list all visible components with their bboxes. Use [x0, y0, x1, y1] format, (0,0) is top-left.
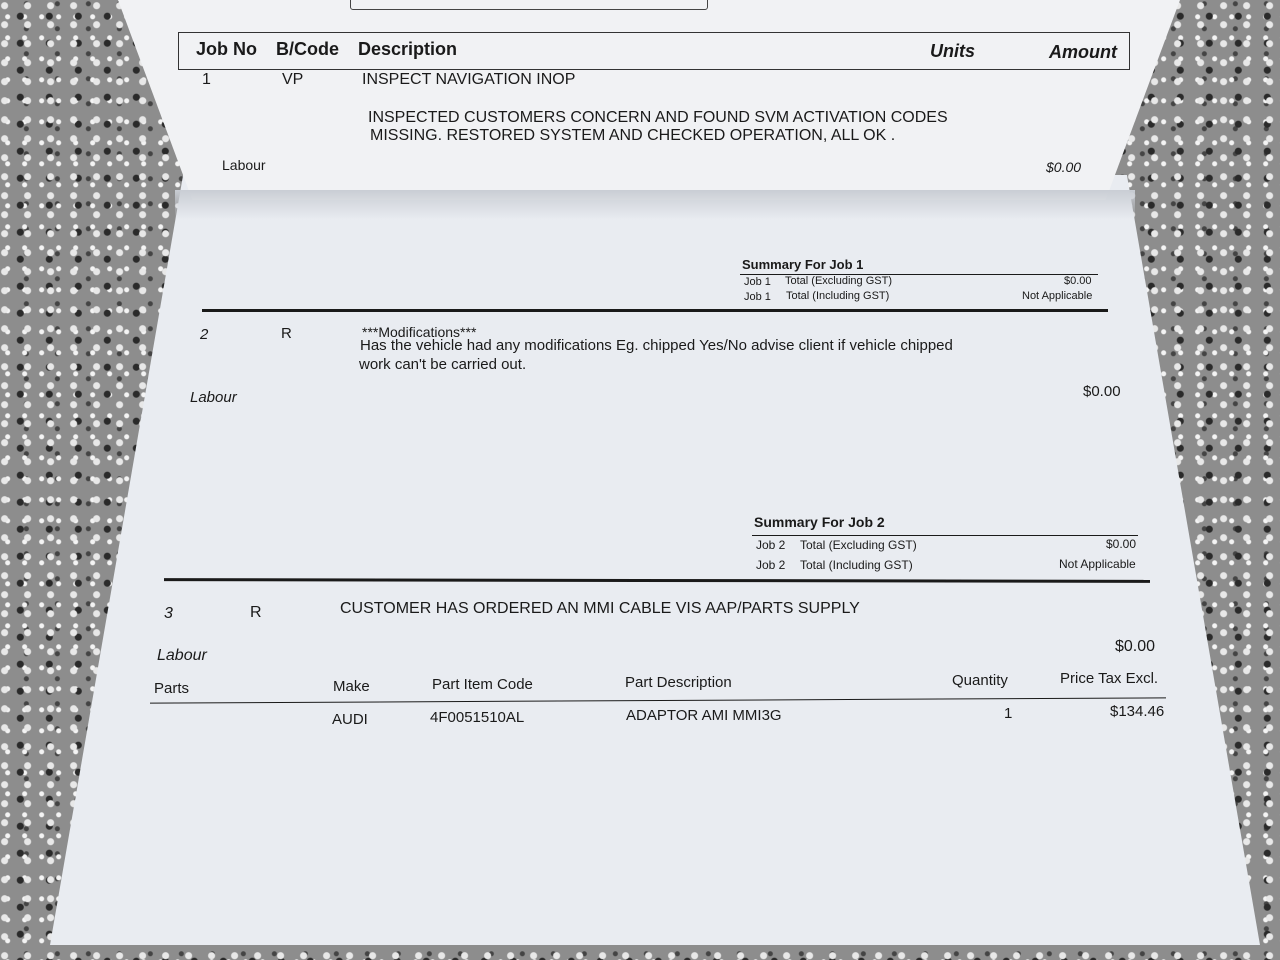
job2-number: 2 [200, 326, 209, 343]
header-units: Units [930, 41, 975, 61]
job2-summary-row2-value: Not Applicable [1059, 557, 1136, 571]
parts-header-qty: Quantity [952, 672, 1008, 689]
job2-bcode: R [281, 325, 292, 342]
job1-summary-row2-value: Not Applicable [1022, 290, 1093, 302]
job3-bcode: R [250, 604, 262, 621]
job2-labour-label: Labour [190, 389, 237, 406]
parts-header-code: Part Item Code [432, 676, 533, 693]
job3-labour-amount: $0.00 [1115, 638, 1156, 655]
header-bcode: B/Code [276, 39, 339, 59]
job1-note-line2: MISSING. RESTORED SYSTEM AND CHECKED OPERATION, ALL OK . [370, 127, 896, 144]
part-code: 4F0051510AL [430, 709, 525, 726]
job1-bcode: VP [282, 71, 304, 88]
job3-title: CUSTOMER HAS ORDERED AN MMI CABLE VIS AAP/PARTS SUPPLY [340, 600, 860, 617]
parts-header-price: Price Tax Excl. [1060, 670, 1159, 687]
top-field-box [350, 0, 708, 10]
job1-labour-amount: $0.00 [1046, 159, 1082, 175]
job2-labour-amount: $0.00 [1083, 383, 1121, 400]
job1-note-line1: INSPECTED CUSTOMERS CONCERN AND FOUND SVM ACTIVATION CODES [368, 109, 948, 126]
job2-desc-line2: work can't be carried out. [359, 356, 527, 373]
job2-title: ***Modifications*** [362, 324, 477, 340]
part-quantity: 1 [1004, 705, 1013, 722]
header-amount: Amount [1049, 42, 1117, 62]
job2-summary-row1-label: Total (Excluding GST) [800, 538, 917, 552]
job1-summary-row1-job: Job 1 [744, 276, 771, 288]
job1-summary-row1-label: Total (Excluding GST) [785, 275, 892, 287]
job2-summary-row2-label: Total (Including GST) [800, 558, 913, 572]
part-price: $134.46 [1110, 703, 1165, 720]
job1-summary-row2-label: Total (Including GST) [786, 290, 890, 302]
job1-title: INSPECT NAVIGATION INOP [362, 71, 576, 88]
header-job-no: Job No [196, 39, 257, 59]
paper-upper-page [118, 0, 1180, 200]
job2-summary-row2-job: Job 2 [756, 558, 786, 572]
job2-desc-line1: Has the vehicle had any modifications Eg. chipped Yes/No advise client if vehicle chipped [360, 337, 953, 354]
job2-summary-row1-value: $0.00 [1106, 537, 1137, 551]
paper-fold-shadow [175, 190, 1135, 220]
parts-header-desc: Part Description [625, 674, 732, 691]
part-description: ADAPTOR AMI MMI3G [626, 707, 782, 724]
parts-header-make: Make [333, 678, 370, 695]
job1-summary-row1-value: $0.00 [1064, 275, 1092, 287]
job3-labour-label: Labour [157, 647, 207, 664]
job2-summary-rule [752, 535, 1138, 536]
part-make: AUDI [332, 711, 368, 728]
parts-header-parts: Parts [154, 680, 190, 697]
job3-number: 3 [164, 605, 173, 622]
job2-summary-title: Summary For Job 2 [754, 514, 885, 530]
job1-summary-row2-job: Job 1 [744, 291, 771, 303]
job1-summary-title: Summary For Job 1 [742, 257, 864, 272]
job1-labour-label: Labour [222, 157, 266, 173]
header-description: Description [358, 39, 458, 59]
job1-number: 1 [202, 71, 211, 88]
job2-summary-row1-job: Job 2 [756, 538, 786, 552]
job1-separator [202, 309, 1108, 312]
